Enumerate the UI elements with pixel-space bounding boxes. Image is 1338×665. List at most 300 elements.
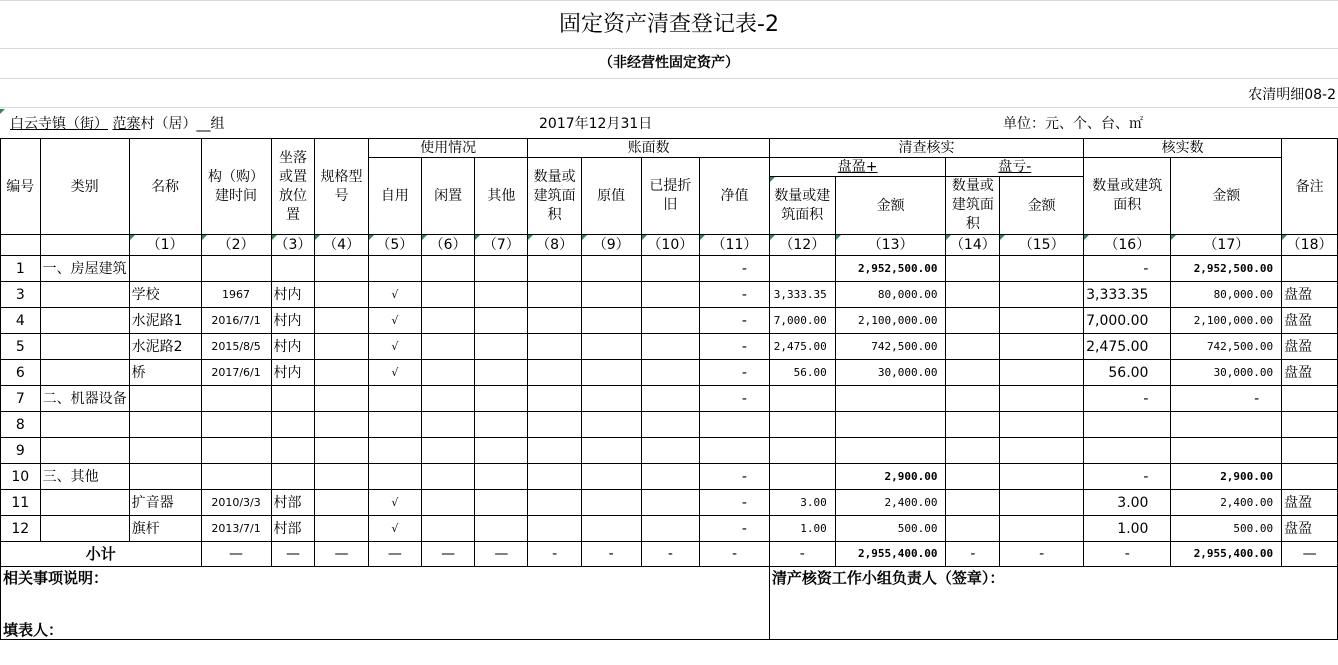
header-verified-amount: 金额	[1171, 158, 1282, 235]
table-row	[1, 490, 1338, 516]
cell-orig	[581, 308, 641, 334]
cell-loc: 村内	[271, 360, 315, 386]
cell-vqty: 1.00	[1084, 516, 1171, 542]
cell-orig	[581, 438, 641, 464]
cell-spec	[315, 334, 368, 360]
header-build-time: 构（购）建时间	[201, 139, 271, 235]
cell-damt	[1000, 282, 1084, 308]
cell-idle	[421, 464, 474, 490]
asset-table	[0, 138, 1338, 640]
header-verified: 核实数	[1084, 139, 1282, 158]
index-cell: （6）	[421, 235, 474, 256]
cell-time	[201, 256, 271, 282]
table-row	[1, 308, 1338, 334]
cell-vamt: 80,000.00	[1171, 282, 1282, 308]
cell-spec	[315, 464, 368, 490]
cell-other	[475, 438, 528, 464]
cell-spec	[315, 360, 368, 386]
cell-sqty	[769, 412, 835, 438]
filler-label: 填表人：	[3, 621, 64, 639]
cell-bqty	[528, 412, 581, 438]
subtotal-cell: —	[475, 542, 528, 567]
header-surplus-amount: 金额	[835, 177, 946, 235]
header-depreciation: 已提折旧	[641, 158, 700, 235]
cell-dep	[641, 438, 700, 464]
cell-no: 3	[1, 282, 41, 308]
subtotal-cell: -	[946, 542, 1000, 567]
town-suffix: （街）	[66, 116, 108, 132]
cell-remark: 盘盈	[1282, 360, 1338, 386]
cell-sqty	[769, 464, 835, 490]
subtotal-cell: —	[421, 542, 474, 567]
header-surplus: 盘盈+	[769, 158, 946, 177]
cell-orig	[581, 334, 641, 360]
index-cell: （2）	[201, 235, 271, 256]
cell-samt: 2,900.00	[835, 464, 946, 490]
header-spec: 规格型号	[315, 139, 368, 235]
village-name: 范寨	[112, 116, 141, 132]
cell-idle	[421, 516, 474, 542]
cell-dqty	[946, 516, 1000, 542]
cell-sqty: 3.00	[769, 490, 835, 516]
cell-vqty	[1084, 412, 1171, 438]
cell-other	[475, 282, 528, 308]
cell-name	[129, 386, 201, 412]
cell-no: 10	[1, 464, 41, 490]
cell-other	[475, 308, 528, 334]
cell-cat: 一、房屋建筑	[40, 256, 129, 282]
cell-dqty	[946, 412, 1000, 438]
cell-cat	[40, 308, 129, 334]
index-cell: （3）	[271, 235, 315, 256]
cell-net	[700, 412, 770, 438]
cell-time	[201, 438, 271, 464]
cell-vqty: 56.00	[1084, 360, 1171, 386]
index-cell: （12）	[769, 235, 835, 256]
index-cell: （8）	[528, 235, 581, 256]
subtotal-cell: -	[700, 542, 770, 567]
cell-name: 水泥路2	[129, 334, 201, 360]
cell-other	[475, 256, 528, 282]
cell-remark	[1282, 438, 1338, 464]
cell-samt	[835, 438, 946, 464]
cell-orig	[581, 412, 641, 438]
subtotal-cell: —	[271, 542, 315, 567]
cell-name: 水泥路1	[129, 308, 201, 334]
cell-dqty	[946, 360, 1000, 386]
subtotal-verified-amount: 2,955,400.00	[1171, 542, 1282, 567]
cell-idle	[421, 360, 474, 386]
header-self-use: 自用	[368, 158, 421, 235]
cell-self: √	[368, 282, 421, 308]
cell-net: -	[700, 464, 770, 490]
index-cell: （4）	[315, 235, 368, 256]
cell-name	[129, 256, 201, 282]
cell-orig	[581, 282, 641, 308]
cell-no: 1	[1, 256, 41, 282]
header-location: 坐落或置放位置	[271, 139, 315, 235]
cell-damt	[1000, 334, 1084, 360]
cell-cat	[40, 334, 129, 360]
form-code: 农清明细08-2	[0, 79, 1338, 108]
table-row	[1, 412, 1338, 438]
cell-cat	[40, 490, 129, 516]
cell-bqty	[528, 438, 581, 464]
cell-sqty	[769, 386, 835, 412]
cell-dqty	[946, 282, 1000, 308]
header-surplus-qty: 数量或建筑面积	[769, 177, 835, 235]
header-name: 名称	[129, 139, 201, 235]
cell-vamt: 500.00	[1171, 516, 1282, 542]
cell-loc	[271, 412, 315, 438]
cell-sqty: 56.00	[769, 360, 835, 386]
cell-spec	[315, 490, 368, 516]
header-orig-value: 原值	[581, 158, 641, 235]
cell-net: -	[700, 516, 770, 542]
cell-damt	[1000, 412, 1084, 438]
subtotal-surplus-amount: 2,955,400.00	[835, 542, 946, 567]
cell-samt: 2,400.00	[835, 490, 946, 516]
header-other: 其他	[475, 158, 528, 235]
notes-row	[1, 567, 1338, 640]
cell-idle	[421, 334, 474, 360]
table-row	[1, 282, 1338, 308]
cell-spec	[315, 386, 368, 412]
subtotal-cell: -	[769, 542, 835, 567]
cell-vamt	[1171, 438, 1282, 464]
cell-sqty	[769, 438, 835, 464]
cell-time: 2017/6/1	[201, 360, 271, 386]
cell-loc	[271, 256, 315, 282]
cell-vamt: 742,500.00	[1171, 334, 1282, 360]
cell-spec	[315, 516, 368, 542]
info-row	[0, 109, 1338, 137]
index-cell: （7）	[475, 235, 528, 256]
cell-bqty	[528, 386, 581, 412]
cell-net: -	[700, 334, 770, 360]
cell-spec	[315, 282, 368, 308]
cell-net: -	[700, 386, 770, 412]
table-row	[1, 256, 1338, 282]
subtotal-cell: -	[528, 542, 581, 567]
cell-samt	[835, 386, 946, 412]
cell-sqty	[769, 256, 835, 282]
cell-remark	[1282, 386, 1338, 412]
cell-orig	[581, 256, 641, 282]
cell-samt: 80,000.00	[835, 282, 946, 308]
cell-vqty	[1084, 438, 1171, 464]
cell-no: 12	[1, 516, 41, 542]
cell-remark: 盘盈	[1282, 490, 1338, 516]
cell-remark: 盘盈	[1282, 282, 1338, 308]
cell-vqty: 3,333.35	[1084, 282, 1171, 308]
cell-net: -	[700, 490, 770, 516]
cell-vamt: 2,952,500.00	[1171, 256, 1282, 282]
cell-vqty: 7,000.00	[1084, 308, 1171, 334]
index-cell	[40, 235, 129, 256]
cell-bqty	[528, 334, 581, 360]
cell-bqty	[528, 516, 581, 542]
table-row	[1, 360, 1338, 386]
cell-damt	[1000, 386, 1084, 412]
cell-samt	[835, 412, 946, 438]
signer-label: 清产核资工作小组负责人（签章）：	[769, 567, 1337, 640]
cell-orig	[581, 386, 641, 412]
cell-spec	[315, 256, 368, 282]
cell-vqty: -	[1084, 464, 1171, 490]
cell-time: 2013/7/1	[201, 516, 271, 542]
cell-self: √	[368, 360, 421, 386]
cell-other	[475, 516, 528, 542]
cell-remark: 盘盈	[1282, 516, 1338, 542]
header-deficit-qty: 数量或建筑面积	[946, 177, 1000, 235]
cell-sqty: 7,000.00	[769, 308, 835, 334]
cell-samt: 30,000.00	[835, 360, 946, 386]
cell-cat: 三、其他	[40, 464, 129, 490]
cell-dep	[641, 334, 700, 360]
cell-time	[201, 464, 271, 490]
cell-loc: 村内	[271, 334, 315, 360]
header-verified-qty: 数量或建筑面积	[1084, 158, 1171, 235]
cell-idle	[421, 256, 474, 282]
cell-sqty: 3,333.35	[769, 282, 835, 308]
cell-no: 8	[1, 412, 41, 438]
cell-other	[475, 334, 528, 360]
cell-net: -	[700, 256, 770, 282]
cell-other	[475, 412, 528, 438]
cell-vamt: 30,000.00	[1171, 360, 1282, 386]
header-deficit-amount: 金额	[1000, 177, 1084, 235]
cell-no: 5	[1, 334, 41, 360]
cell-loc: 村部	[271, 516, 315, 542]
cell-net: -	[700, 360, 770, 386]
cell-remark	[1282, 256, 1338, 282]
cell-time	[201, 412, 271, 438]
cell-self: √	[368, 308, 421, 334]
index-cell: （10）	[641, 235, 700, 256]
cell-vamt: 2,900.00	[1171, 464, 1282, 490]
location-line	[10, 109, 224, 139]
cell-dep	[641, 256, 700, 282]
cell-samt: 500.00	[835, 516, 946, 542]
notes-label: 相关事项说明：	[3, 569, 109, 587]
cell-bqty	[528, 464, 581, 490]
cell-idle	[421, 282, 474, 308]
subtotal-cell: -	[1000, 542, 1084, 567]
table-row	[1, 516, 1338, 542]
cell-dep	[641, 490, 700, 516]
header-check: 清查核实	[769, 139, 1083, 158]
cell-self	[368, 412, 421, 438]
header-book-qty: 数量或建筑面积	[528, 158, 581, 235]
cell-self: √	[368, 516, 421, 542]
cell-dep	[641, 412, 700, 438]
cell-vamt: 2,100,000.00	[1171, 308, 1282, 334]
cell-remark	[1282, 412, 1338, 438]
cell-dep	[641, 308, 700, 334]
table-row	[1, 386, 1338, 412]
cell-self	[368, 386, 421, 412]
cell-name	[129, 412, 201, 438]
cell-vamt: -	[1171, 386, 1282, 412]
cell-net	[700, 438, 770, 464]
cell-idle	[421, 386, 474, 412]
cell-name: 扩音器	[129, 490, 201, 516]
cell-remark	[1282, 464, 1338, 490]
cell-loc: 村内	[271, 282, 315, 308]
cell-dep	[641, 360, 700, 386]
index-cell: （15）	[1000, 235, 1084, 256]
cell-samt: 2,100,000.00	[835, 308, 946, 334]
cell-dqty	[946, 334, 1000, 360]
cell-damt	[1000, 438, 1084, 464]
subtotal-cell: —	[201, 542, 271, 567]
cell-spec	[315, 412, 368, 438]
index-cell: （1）	[129, 235, 201, 256]
subtotal-row	[1, 542, 1338, 567]
group-suffix: 组	[210, 116, 225, 132]
cell-self	[368, 256, 421, 282]
cell-name: 桥	[129, 360, 201, 386]
index-cell: （11）	[700, 235, 770, 256]
cell-bqty	[528, 308, 581, 334]
header-book: 账面数	[528, 139, 769, 158]
cell-other	[475, 490, 528, 516]
table-row	[1, 464, 1338, 490]
cell-bqty	[528, 256, 581, 282]
cell-samt: 742,500.00	[835, 334, 946, 360]
cell-spec	[315, 438, 368, 464]
cell-dqty	[946, 386, 1000, 412]
cell-sqty: 2,475.00	[769, 334, 835, 360]
cell-orig	[581, 464, 641, 490]
cell-net: -	[700, 308, 770, 334]
cell-cat	[40, 282, 129, 308]
cell-loc	[271, 386, 315, 412]
unit-label: 单位：元、个、台、㎡	[1003, 116, 1143, 132]
form-title: 固定资产清查登记表-2	[0, 0, 1338, 49]
data-rows	[1, 256, 1338, 542]
town-name: 白云寺镇	[10, 116, 66, 132]
cell-dep	[641, 464, 700, 490]
cell-remark: 盘盈	[1282, 308, 1338, 334]
table-row	[1, 438, 1338, 464]
cell-sqty: 1.00	[769, 516, 835, 542]
cell-time	[201, 386, 271, 412]
cell-dqty	[946, 308, 1000, 334]
subtotal-cell: —	[315, 542, 368, 567]
cell-orig	[581, 516, 641, 542]
form-subtitle: （非经营性固定资产）	[0, 48, 1338, 79]
cell-bqty	[528, 360, 581, 386]
cell-net: -	[700, 282, 770, 308]
cell-marker-icon	[0, 109, 5, 114]
index-cell: （17）	[1171, 235, 1282, 256]
subtotal-cell: -	[581, 542, 641, 567]
cell-dep	[641, 516, 700, 542]
cell-orig	[581, 490, 641, 516]
cell-no: 11	[1, 490, 41, 516]
cell-loc: 村内	[271, 308, 315, 334]
header-category: 类别	[40, 139, 129, 235]
cell-cat	[40, 360, 129, 386]
cell-other	[475, 360, 528, 386]
cell-remark: 盘盈	[1282, 334, 1338, 360]
cell-bqty	[528, 490, 581, 516]
cell-idle	[421, 438, 474, 464]
cell-cat	[40, 412, 129, 438]
header-deficit: 盘亏-	[946, 158, 1084, 177]
cell-time: 2015/8/5	[201, 334, 271, 360]
index-cell: （14）	[946, 235, 1000, 256]
table-row	[1, 334, 1338, 360]
cell-dqty	[946, 490, 1000, 516]
cell-cat	[40, 438, 129, 464]
cell-no: 9	[1, 438, 41, 464]
cell-spec	[315, 308, 368, 334]
cell-no: 4	[1, 308, 41, 334]
index-cell: （18）	[1282, 235, 1338, 256]
cell-dep	[641, 282, 700, 308]
header-net-value: 净值	[700, 158, 770, 235]
cell-vamt: 2,400.00	[1171, 490, 1282, 516]
subtotal-label: 小计	[1, 542, 202, 567]
cell-bqty	[528, 282, 581, 308]
cell-other	[475, 386, 528, 412]
cell-damt	[1000, 360, 1084, 386]
cell-idle	[421, 490, 474, 516]
index-cell: （5）	[368, 235, 421, 256]
cell-time: 1967	[201, 282, 271, 308]
group-blank: __	[196, 116, 211, 132]
cell-damt	[1000, 464, 1084, 490]
cell-loc	[271, 464, 315, 490]
cell-idle	[421, 308, 474, 334]
index-cell	[1, 235, 41, 256]
cell-vqty: 3.00	[1084, 490, 1171, 516]
cell-dep	[641, 386, 700, 412]
cell-damt	[1000, 490, 1084, 516]
index-cell: （13）	[835, 235, 946, 256]
cell-samt: 2,952,500.00	[835, 256, 946, 282]
header-idle: 闲置	[421, 158, 474, 235]
header-remark: 备注	[1282, 139, 1338, 235]
cell-no: 7	[1, 386, 41, 412]
cell-cat	[40, 516, 129, 542]
header-usage: 使用情况	[368, 139, 528, 158]
subtotal-cell: -	[1084, 542, 1171, 567]
notes-cell	[1, 567, 770, 640]
cell-dqty	[946, 464, 1000, 490]
cell-cat: 二、机器设备	[40, 386, 129, 412]
cell-damt	[1000, 308, 1084, 334]
cell-name	[129, 438, 201, 464]
cell-vqty: 2,475.00	[1084, 334, 1171, 360]
cell-idle	[421, 412, 474, 438]
cell-dqty	[946, 256, 1000, 282]
index-cell: （9）	[581, 235, 641, 256]
village-suffix: 村（居）	[140, 116, 197, 132]
header-no: 编号	[1, 139, 41, 235]
index-cell: （16）	[1084, 235, 1171, 256]
cell-no: 6	[1, 360, 41, 386]
report-date: 2017年12月31日	[539, 116, 653, 132]
cell-damt	[1000, 256, 1084, 282]
cell-name: 学校	[129, 282, 201, 308]
cell-other	[475, 464, 528, 490]
cell-time: 2010/3/3	[201, 490, 271, 516]
column-index-row	[1, 235, 1338, 256]
